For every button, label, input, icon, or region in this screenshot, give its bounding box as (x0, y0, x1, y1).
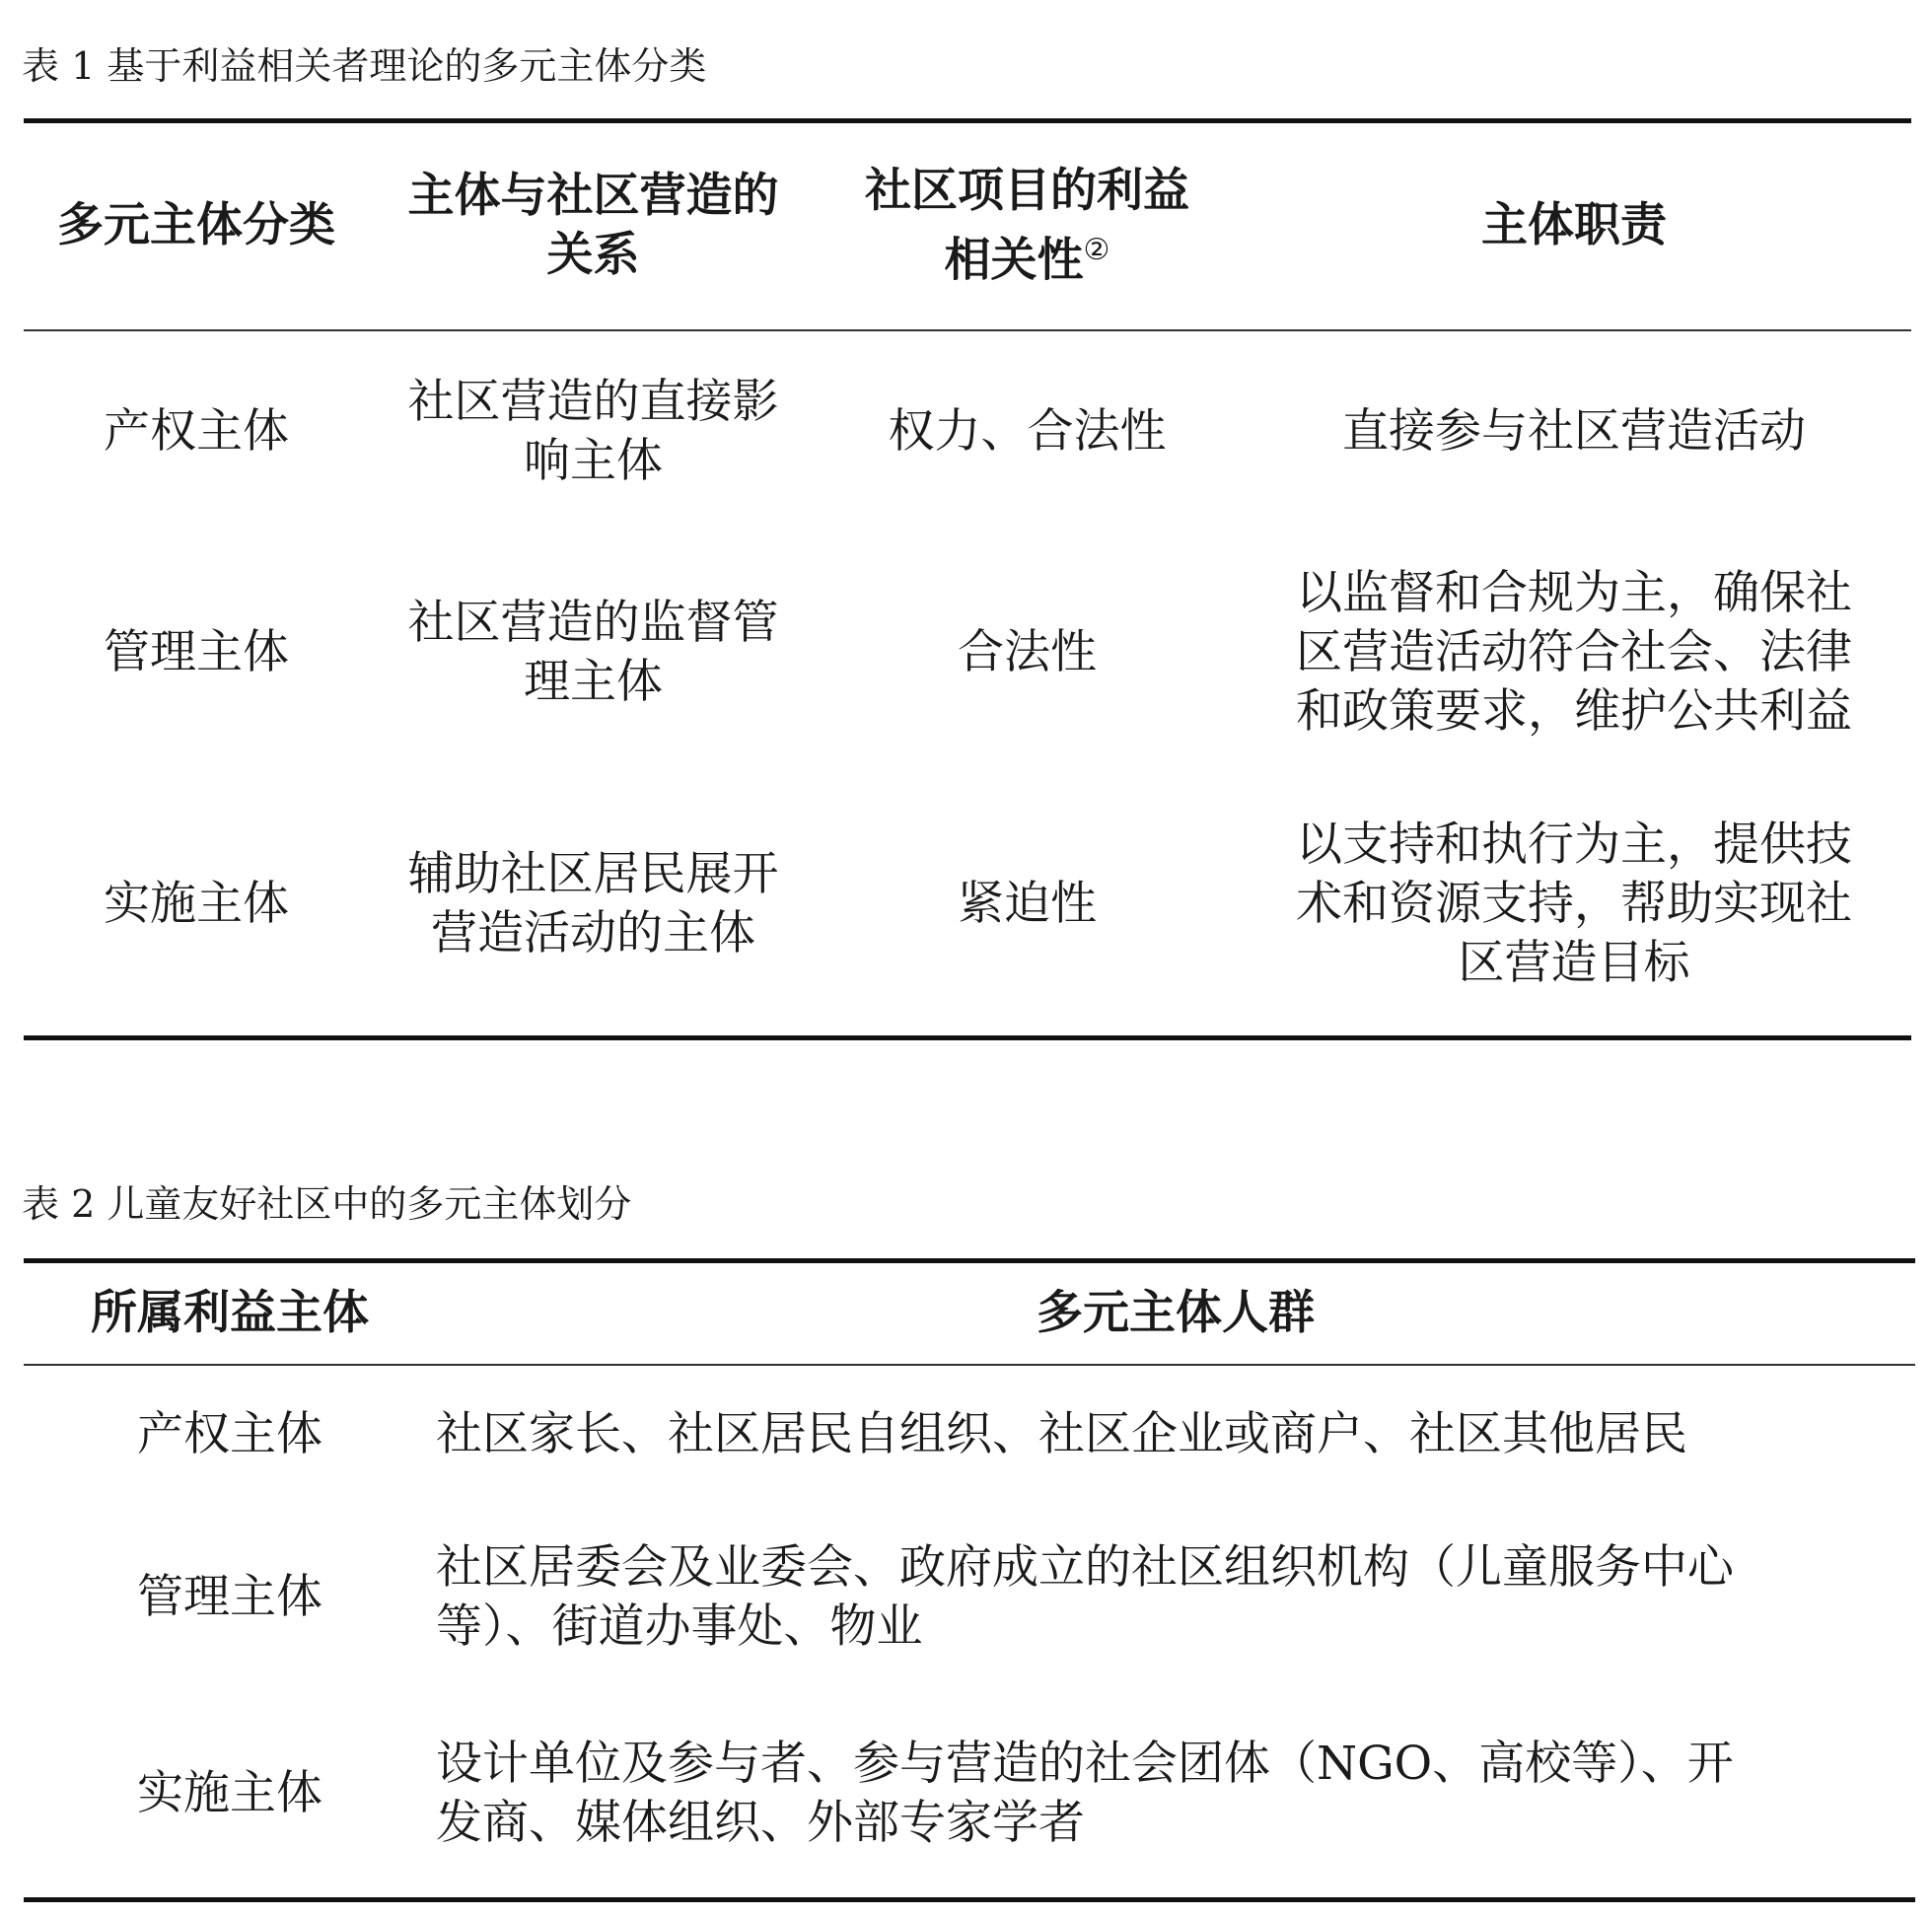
relation-cell: 辅助社区居民展开 营造活动的主体 (407, 847, 779, 961)
table-row (24, 1690, 1915, 1900)
relation-cell: 社区营造的监督管 理主体 (407, 596, 779, 709)
relation-cell: 社区营造的直接影 响主体 (407, 374, 779, 488)
stakeholder-groups-table (24, 1258, 1915, 1902)
header-duty: 主体职责 (1481, 198, 1667, 253)
groups-cell: 社区家长、社区居民自组织、社区企业或商户、社区其他居民 (436, 1407, 1687, 1461)
relevance-cell: 权力、合法性 (888, 403, 1167, 459)
header-subject: 所属利益主体 (91, 1285, 369, 1340)
relevance-cell: 合法性 (958, 625, 1097, 679)
table-row (24, 330, 1911, 533)
table1-caption: 表 1 基于利益相关者理论的多元主体分类 (22, 44, 707, 88)
duty-cell: 直接参与社区营造活动 (1342, 403, 1806, 459)
header-groups: 多元主体人群 (1037, 1285, 1315, 1340)
header-relation: 主体与社区营造的 关系 (407, 169, 779, 283)
table-row (24, 533, 1911, 774)
header-category: 多元主体分类 (57, 198, 335, 253)
table2-caption: 表 2 儿童友好社区中的多元主体划分 (22, 1182, 632, 1226)
category-cell: 管理主体 (104, 625, 289, 679)
category-cell: 实施主体 (104, 877, 289, 932)
table2-header-row (24, 1261, 1915, 1365)
subject-cell: 管理主体 (137, 1569, 322, 1624)
table-row (24, 1505, 1915, 1690)
groups-cell: 设计单位及参与者、参与营造的社会团体（NGO、高校等）、开 发商、媒体组织、外部专家学者 (436, 1736, 1734, 1850)
header-relevance: 社区项目的利益 相关性② (865, 163, 1189, 288)
subject-cell: 实施主体 (137, 1765, 322, 1820)
category-cell: 产权主体 (104, 403, 289, 459)
duty-cell: 以监督和合规为主，确保社 区营造活动符合社会、法律 和政策要求，维护公共利益 (1296, 566, 1852, 739)
stakeholder-classification-table (24, 118, 1911, 1040)
footnote-marker: ② (1083, 232, 1110, 267)
groups-cell: 社区居委会及业委会、政府成立的社区组织机构（儿童服务中心 等）、街道办事处、物业 (436, 1539, 1734, 1654)
duty-cell: 以支持和执行为主，提供技 术和资源支持，帮助实现社 区营造目标 (1296, 817, 1852, 991)
table1-header-row (24, 121, 1911, 330)
relevance-cell: 紧迫性 (958, 877, 1097, 932)
subject-cell: 产权主体 (137, 1407, 322, 1461)
table-row (24, 774, 1911, 1038)
table-row (24, 1365, 1915, 1505)
